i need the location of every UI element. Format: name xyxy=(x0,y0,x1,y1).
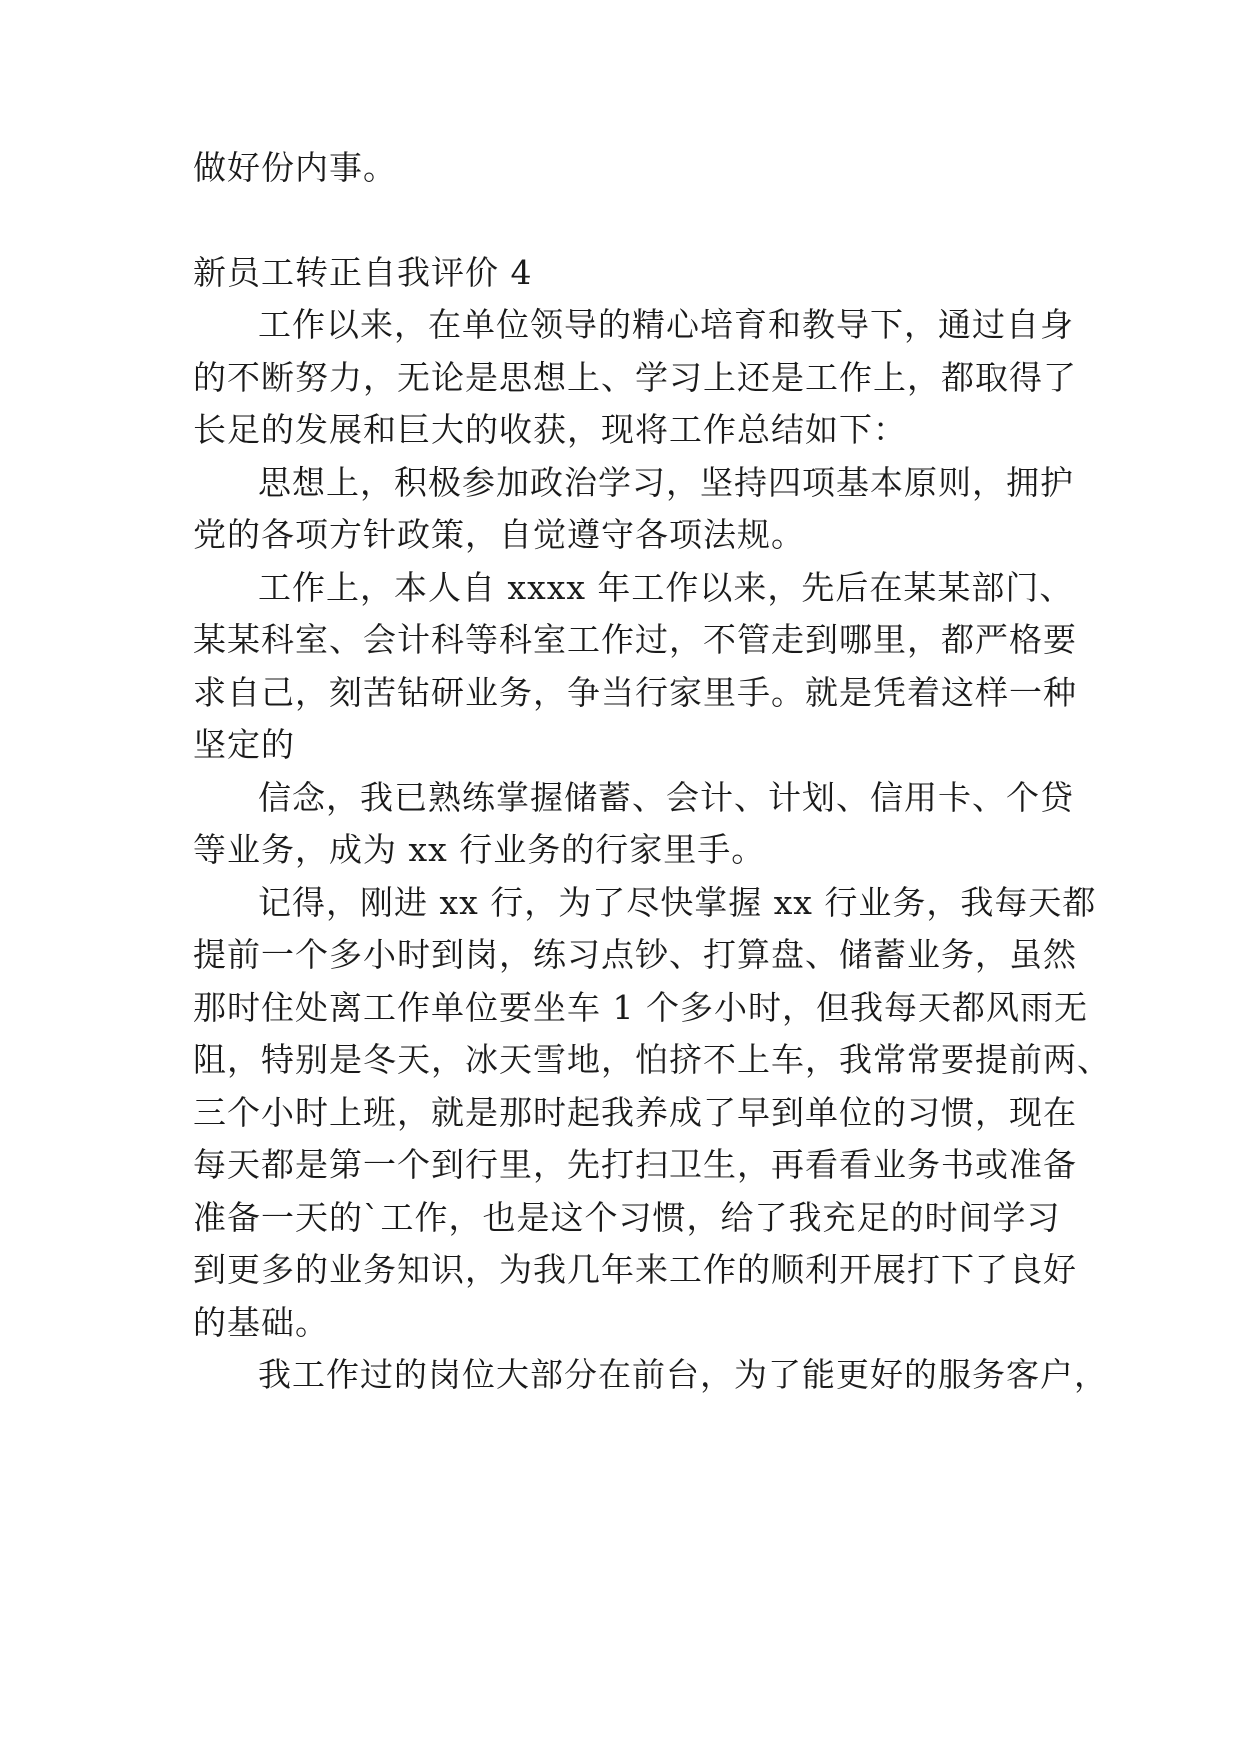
text-line: 求自己，刻苦钻研业务，争当行家里手。就是凭着这样一种 xyxy=(193,673,1077,712)
text-line: 的基础。 xyxy=(193,1303,329,1342)
text-line: 长足的发展和巨大的收获，现将工作总结如下： xyxy=(193,410,907,449)
text-line: 每天都是第一个到行里，先打扫卫生，再看看业务书或准备 xyxy=(193,1145,1077,1184)
text-line: 阻，特别是冬天，冰天雪地，怕挤不上车，我常常要提前两、 xyxy=(193,1040,1111,1079)
text-line: 提前一个多小时到岗，练习点钞、打算盘、储蓄业务，虽然 xyxy=(193,935,1077,974)
text-line: 某某科室、会计科等科室工作过，不管走到哪里，都严格要 xyxy=(193,620,1077,659)
text-line: 三个小时上班，就是那时起我养成了早到单位的习惯，现在 xyxy=(193,1093,1077,1132)
text-line: 做好份内事。 xyxy=(193,148,397,187)
section-heading: 新员工转正自我评价 4 xyxy=(193,253,533,292)
text-line: 思想上，积极参加政治学习，坚持四项基本原则，拥护 xyxy=(258,463,1074,502)
text-line: 工作以来，在单位领导的精心培育和教导下，通过自身 xyxy=(258,305,1074,344)
text-line: 准备一天的`工作，也是这个习惯，给了我充足的时间学习 xyxy=(193,1198,1061,1237)
text-line: 工作上，本人自 xxxx 年工作以来，先后在某某部门、 xyxy=(258,568,1074,607)
text-line: 等业务，成为 xx 行业务的行家里手。 xyxy=(193,830,766,869)
text-line: 坚定的 xyxy=(193,725,295,764)
text-line: 到更多的业务知识，为我几年来工作的顺利开展打下了良好 xyxy=(193,1250,1077,1289)
text-line: 的不断努力，无论是思想上、学习上还是工作上，都取得了 xyxy=(193,358,1077,397)
text-line: 记得，刚进 xx 行，为了尽快掌握 xx 行业务，我每天都 xyxy=(258,883,1097,922)
text-line: 那时住处离工作单位要坐车 1 个多小时，但我每天都风雨无 xyxy=(193,988,1088,1027)
text-line: 党的各项方针政策，自觉遵守各项法规。 xyxy=(193,515,805,554)
text-line: 我工作过的岗位大部分在前台，为了能更好的服务客户， xyxy=(258,1355,1108,1394)
text-line: 信念，我已熟练掌握储蓄、会计、计划、信用卡、个贷 xyxy=(258,778,1074,817)
